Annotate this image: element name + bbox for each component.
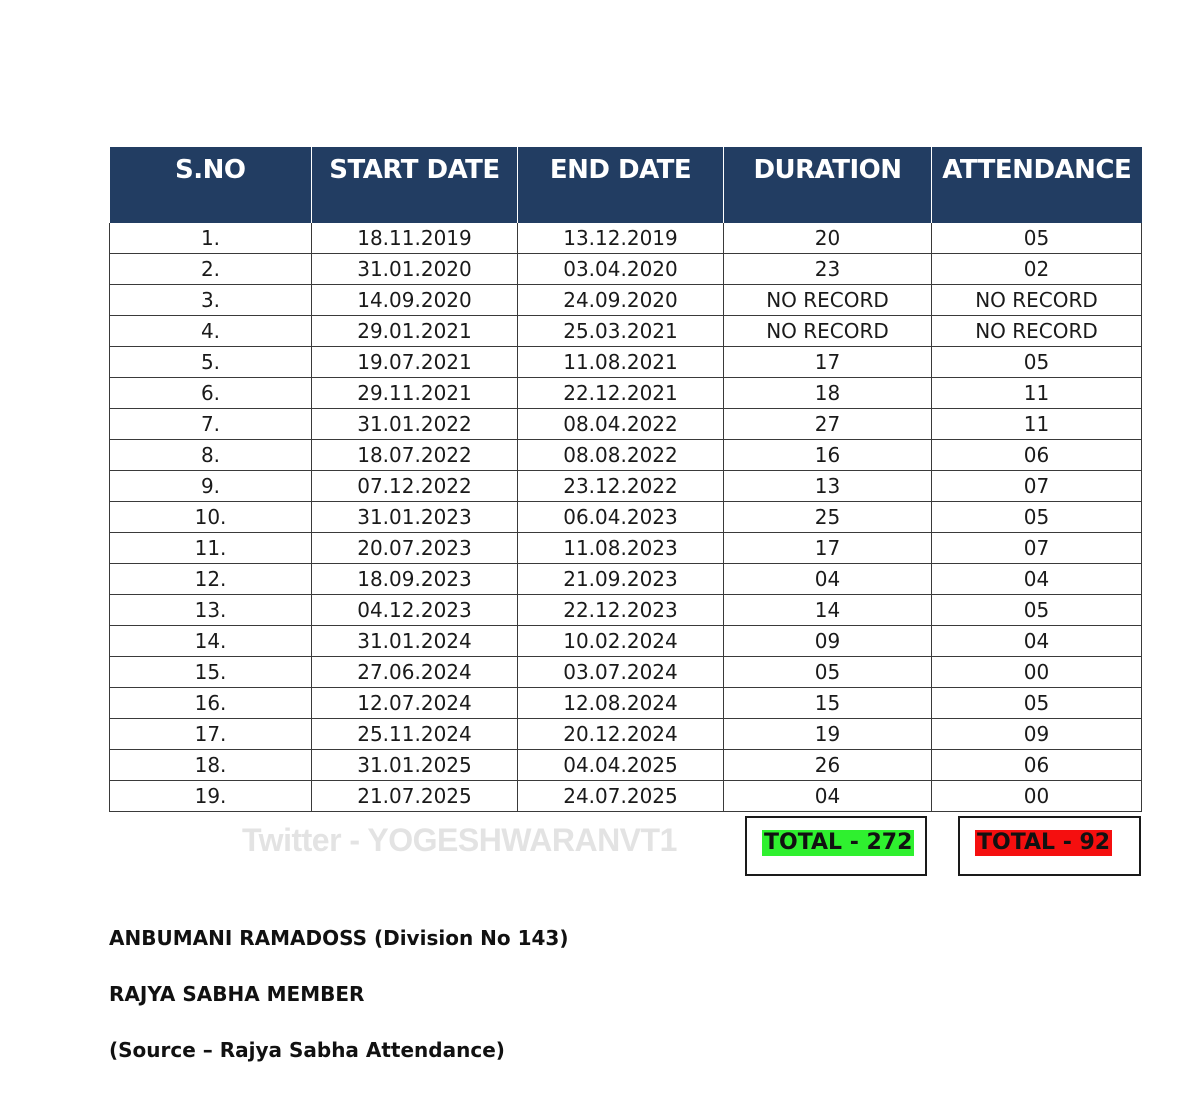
- cell-attendance: 07: [932, 533, 1142, 564]
- table-row: [110, 781, 1142, 812]
- cell-duration: 19: [724, 719, 932, 750]
- cell-start-date: 31.01.2020: [312, 254, 518, 285]
- cell-end-date: 23.12.2022: [518, 471, 724, 502]
- cell-sno: 5.: [110, 347, 312, 378]
- cell-start-date: 04.12.2023: [312, 595, 518, 626]
- cell-duration: 15: [724, 688, 932, 719]
- header-attendance: ATTENDANCE: [932, 147, 1142, 223]
- table-row: [110, 688, 1142, 719]
- cell-duration: 27: [724, 409, 932, 440]
- cell-duration: NO RECORD: [724, 316, 932, 347]
- cell-start-date: 12.07.2024: [312, 688, 518, 719]
- header-duration: DURATION: [724, 147, 932, 223]
- cell-duration: 18: [724, 378, 932, 409]
- member-role: RAJYA SABHA MEMBER: [109, 982, 365, 1006]
- table-row: [110, 440, 1142, 471]
- cell-end-date: 13.12.2019: [518, 223, 724, 254]
- cell-start-date: 27.06.2024: [312, 657, 518, 688]
- cell-sno: 19.: [110, 781, 312, 812]
- total-duration-box: [745, 816, 927, 876]
- cell-duration: 16: [724, 440, 932, 471]
- cell-attendance: 05: [932, 223, 1142, 254]
- table-row: [110, 533, 1142, 564]
- total-duration-label: TOTAL - 272: [764, 830, 913, 855]
- cell-end-date: 08.08.2022: [518, 440, 724, 471]
- cell-start-date: 18.07.2022: [312, 440, 518, 471]
- table-row: [110, 409, 1142, 440]
- table-header-row: [110, 147, 1142, 223]
- cell-end-date: 24.07.2025: [518, 781, 724, 812]
- table-row: [110, 719, 1142, 750]
- cell-start-date: 20.07.2023: [312, 533, 518, 564]
- attendance-table: [109, 147, 1142, 812]
- cell-sno: 7.: [110, 409, 312, 440]
- cell-duration: 17: [724, 533, 932, 564]
- table-row: [110, 564, 1142, 595]
- total-attendance-box: [958, 816, 1141, 876]
- cell-sno: 10.: [110, 502, 312, 533]
- cell-start-date: 31.01.2023: [312, 502, 518, 533]
- table-row: [110, 223, 1142, 254]
- cell-attendance: 05: [932, 595, 1142, 626]
- cell-attendance: 05: [932, 347, 1142, 378]
- header-end-date: END DATE: [518, 147, 724, 223]
- cell-sno: 18.: [110, 750, 312, 781]
- cell-start-date: 31.01.2025: [312, 750, 518, 781]
- cell-attendance: 04: [932, 626, 1142, 657]
- cell-sno: 1.: [110, 223, 312, 254]
- cell-end-date: 20.12.2024: [518, 719, 724, 750]
- cell-duration: 26: [724, 750, 932, 781]
- cell-duration: 05: [724, 657, 932, 688]
- cell-attendance: 07: [932, 471, 1142, 502]
- cell-attendance: 05: [932, 688, 1142, 719]
- cell-start-date: 18.09.2023: [312, 564, 518, 595]
- header-start-date: START DATE: [312, 147, 518, 223]
- table-body: [110, 223, 1142, 812]
- cell-attendance: 09: [932, 719, 1142, 750]
- cell-attendance: 02: [932, 254, 1142, 285]
- cell-attendance: 11: [932, 378, 1142, 409]
- cell-end-date: 03.04.2020: [518, 254, 724, 285]
- cell-duration: 04: [724, 564, 932, 595]
- cell-end-date: 12.08.2024: [518, 688, 724, 719]
- twitter-watermark: Twitter - YOGESHWARANVT1: [242, 822, 677, 858]
- cell-sno: 12.: [110, 564, 312, 595]
- cell-duration: 23: [724, 254, 932, 285]
- total-attendance-label: TOTAL - 92: [977, 830, 1111, 855]
- table-row: [110, 285, 1142, 316]
- table-row: [110, 254, 1142, 285]
- cell-duration: 14: [724, 595, 932, 626]
- cell-attendance: 11: [932, 409, 1142, 440]
- cell-end-date: 24.09.2020: [518, 285, 724, 316]
- cell-sno: 2.: [110, 254, 312, 285]
- cell-duration: 20: [724, 223, 932, 254]
- cell-sno: 15.: [110, 657, 312, 688]
- table-row: [110, 471, 1142, 502]
- cell-sno: 17.: [110, 719, 312, 750]
- cell-end-date: 11.08.2021: [518, 347, 724, 378]
- cell-sno: 3.: [110, 285, 312, 316]
- attendance-table-container: [109, 147, 1141, 812]
- cell-sno: 6.: [110, 378, 312, 409]
- cell-end-date: 22.12.2021: [518, 378, 724, 409]
- cell-sno: 13.: [110, 595, 312, 626]
- table-row: [110, 595, 1142, 626]
- cell-start-date: 29.11.2021: [312, 378, 518, 409]
- cell-start-date: 18.11.2019: [312, 223, 518, 254]
- cell-duration: 04: [724, 781, 932, 812]
- cell-attendance: 00: [932, 657, 1142, 688]
- cell-end-date: 21.09.2023: [518, 564, 724, 595]
- cell-attendance: 05: [932, 502, 1142, 533]
- header-sno: S.NO: [110, 147, 312, 223]
- cell-attendance: 06: [932, 750, 1142, 781]
- cell-attendance: 06: [932, 440, 1142, 471]
- cell-end-date: 22.12.2023: [518, 595, 724, 626]
- cell-attendance: 00: [932, 781, 1142, 812]
- cell-sno: 14.: [110, 626, 312, 657]
- table-row: [110, 347, 1142, 378]
- cell-end-date: 03.07.2024: [518, 657, 724, 688]
- cell-duration: 13: [724, 471, 932, 502]
- cell-attendance: NO RECORD: [932, 285, 1142, 316]
- cell-end-date: 08.04.2022: [518, 409, 724, 440]
- cell-sno: 16.: [110, 688, 312, 719]
- cell-start-date: 29.01.2021: [312, 316, 518, 347]
- cell-start-date: 21.07.2025: [312, 781, 518, 812]
- cell-sno: 9.: [110, 471, 312, 502]
- cell-duration: 17: [724, 347, 932, 378]
- cell-sno: 11.: [110, 533, 312, 564]
- source-note: (Source – Rajya Sabha Attendance): [109, 1038, 505, 1062]
- cell-sno: 8.: [110, 440, 312, 471]
- cell-end-date: 04.04.2025: [518, 750, 724, 781]
- table-row: [110, 626, 1142, 657]
- cell-end-date: 11.08.2023: [518, 533, 724, 564]
- cell-end-date: 25.03.2021: [518, 316, 724, 347]
- cell-start-date: 07.12.2022: [312, 471, 518, 502]
- cell-start-date: 14.09.2020: [312, 285, 518, 316]
- cell-end-date: 10.02.2024: [518, 626, 724, 657]
- cell-attendance: 04: [932, 564, 1142, 595]
- cell-duration: 25: [724, 502, 932, 533]
- table-row: [110, 502, 1142, 533]
- cell-duration: 09: [724, 626, 932, 657]
- cell-start-date: 19.07.2021: [312, 347, 518, 378]
- table-row: [110, 657, 1142, 688]
- cell-end-date: 06.04.2023: [518, 502, 724, 533]
- member-name: ANBUMANI RAMADOSS (Division No 143): [109, 926, 569, 950]
- cell-duration: NO RECORD: [724, 285, 932, 316]
- cell-start-date: 31.01.2022: [312, 409, 518, 440]
- cell-start-date: 31.01.2024: [312, 626, 518, 657]
- cell-attendance: NO RECORD: [932, 316, 1142, 347]
- cell-start-date: 25.11.2024: [312, 719, 518, 750]
- table-row: [110, 378, 1142, 409]
- table-row: [110, 750, 1142, 781]
- table-row: [110, 316, 1142, 347]
- cell-sno: 4.: [110, 316, 312, 347]
